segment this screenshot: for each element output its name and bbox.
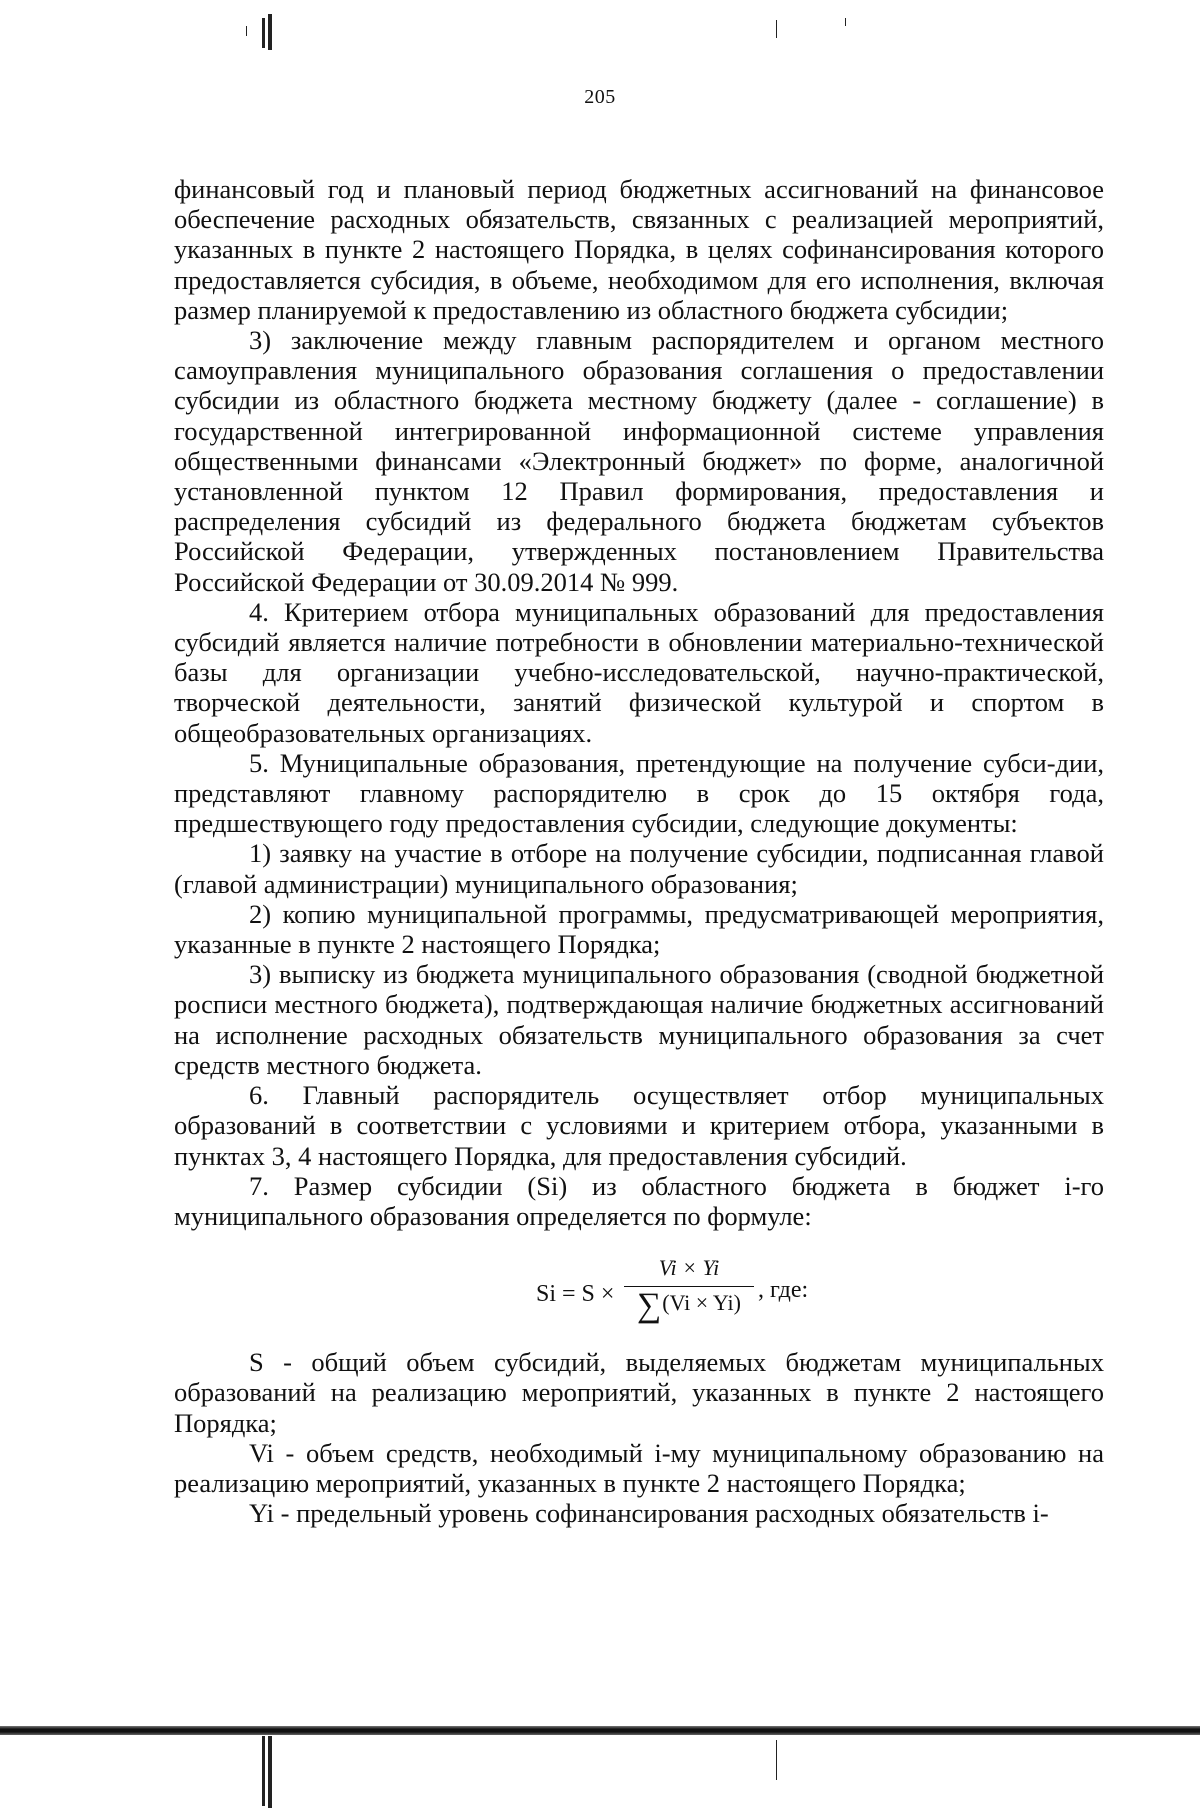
definition: Vi - объем средств, необходимый i-му муниципальному образованию на реализацию мероприятий, указанных в пункте 2 настоящего Порядка; xyxy=(174,1437,1104,1498)
paragraph: 4. Критерием отбора муниципальных образований для предоставления субсидий является наличие потребности в обновлении материально-технической базы для организации учебно-исследовательской, научно-практической, творческой деятельности, занятий физической культурой и спортом в общеобразовательных организациях. xyxy=(174,596,1104,748)
scan-artifact-top xyxy=(246,26,247,36)
paragraph: 5. Муниципальные образования, претендующие на получение субси-дии, представляют главному распорядителю в срок до 15 октября года, предшествующего году предоставления субсидии, следующие документы: xyxy=(174,747,1104,839)
paragraph: 6. Главный распорядитель осуществляет отбор муниципальных образований в соответствии с условиями и критерием отбора, указанными в пунктах 3, 4 настоящего Порядка, для предоставления субсидий. xyxy=(174,1080,1104,1171)
page-number: 205 xyxy=(584,86,616,108)
scan-edge-line xyxy=(0,1726,1200,1735)
sigma-symbol: ∑ xyxy=(637,1287,662,1325)
paragraph: 2) копию муниципальной программы, предусматривающей мероприятия, указанные в пункте 2 настоящего Порядка; xyxy=(174,898,1104,960)
formula-fraction xyxy=(624,1253,754,1325)
definition: Yi - предельный уровень софинансирования расходных обязательств i- xyxy=(249,1498,1049,1529)
scan-artifact-top xyxy=(776,20,777,38)
formula-denominator: (Vi × Yi) xyxy=(662,1290,741,1316)
scan-artifact-bottom xyxy=(776,1740,777,1780)
formula-where: , где: xyxy=(758,1277,809,1304)
scan-artifact-top xyxy=(262,18,265,48)
formula-numerator: Vi × Yi xyxy=(658,1255,720,1281)
paragraph: финансовый год и плановый период бюджетных ассигнований на финансовое обеспечение расходных обязательств, связанных с реализацией мероприятий, указанных в пункте 2 настоящего Порядка, в целях софинансирования которого предоставляется субсидия, в объеме, необходимом для его исполнения, включая размер планируемой к предоставлению из областного бюджета субсидии; xyxy=(174,174,1104,325)
scan-artifact-top xyxy=(268,14,272,50)
formula-lhs: Si = S × xyxy=(536,1281,615,1308)
paragraph: 3) выписку из бюджета муниципального образования (сводной бюджетной росписи местного бюджета), подтверждающая наличие бюджетных ассигнований на исполнение расходных обязательств муниципального образования за счет средств местного бюджета. xyxy=(174,959,1104,1080)
subsidy-formula xyxy=(174,1245,1104,1341)
paragraph: 7. Размер субсидии (Si) из областного бюджета в бюджет i-го муниципального образования определяется по формуле: xyxy=(174,1170,1104,1231)
formula-denominator-wrap xyxy=(624,1287,754,1325)
definition: S - общий объем субсидий, выделяемых бюджетам муниципальных образований на реализацию мероприятий, указанных в пункте 2 настоящего Порядка; xyxy=(174,1347,1104,1438)
document-body xyxy=(174,174,1104,1528)
paragraph: 3) заключение между главным распорядителем и органом местного самоуправления муниципального образования соглашения о предоставлении субсидии из областного бюджета местному бюджету (далее - соглашение) в государственной интегрированной информационной системе управления общественными финансами «Электронный бюджет» по форме, аналогичной установленной пунктом 12 Правил формирования, предоставления и распределения субсидий из федерального бюджета бюджетам субъектов Российской Федерации, утвержденных постановлением Правительства Российской Федерации от 30.09.2014 № 999. xyxy=(174,325,1104,597)
scan-artifact-bottom xyxy=(268,1736,272,1808)
scan-artifact-top xyxy=(845,18,846,26)
scan-artifact-bottom xyxy=(262,1736,265,1806)
paragraph: 1) заявку на участие в отборе на получение субсидии, подписанная главой (главой администрации) муниципального образования; xyxy=(174,838,1104,899)
